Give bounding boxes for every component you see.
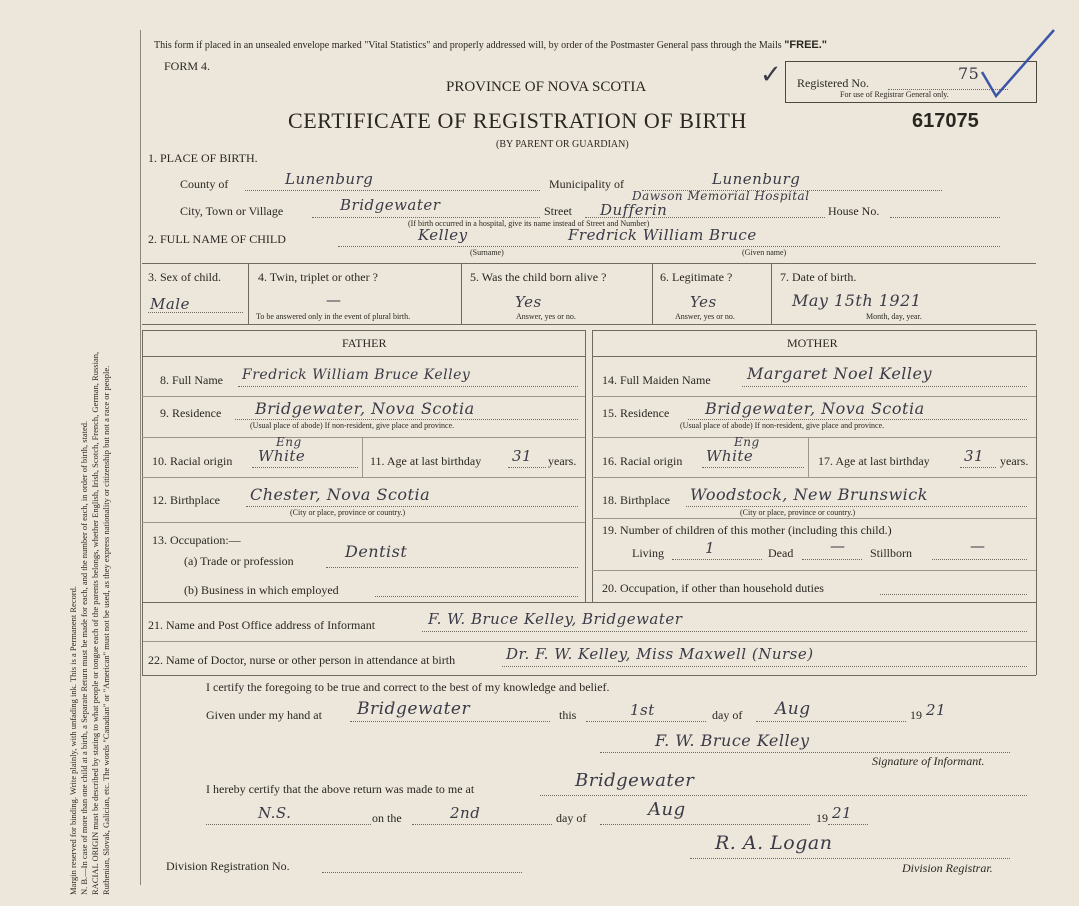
given-place-value: Bridgewater	[357, 699, 471, 719]
informant-value: F. W. Bruce Kelley, Bridgewater	[428, 610, 683, 628]
mother-age-line	[960, 467, 996, 468]
doctor-value: Dr. F. W. Kelley, Miss Maxwell (Nurse)	[506, 645, 814, 663]
father-box-left	[142, 330, 143, 602]
year-prefix: 19	[910, 708, 922, 722]
on-label: on the	[372, 811, 402, 825]
mother-rule-1	[592, 396, 1036, 397]
certificate-subtitle: (BY PARENT OR GUARDIAN)	[496, 139, 629, 150]
registrar-label: Division Registrar.	[902, 861, 993, 875]
informant-rule	[142, 641, 1036, 642]
municipality-value: Lunenburg	[712, 170, 801, 188]
on-month-line	[600, 824, 810, 825]
legit-label: 6. Legitimate ?	[660, 270, 733, 284]
father-race-label: 10. Racial origin	[152, 454, 233, 468]
province-value: N.S.	[258, 804, 292, 822]
mother-children-label: 19. Number of children of this mother (including this child.)	[602, 523, 892, 537]
father-trade-value: Dentist	[345, 542, 408, 561]
mother-box-top	[592, 330, 1036, 331]
father-business-label: (b) Business in which employed	[184, 583, 339, 597]
mother-bp-line	[686, 506, 1027, 507]
house-line	[890, 217, 1000, 218]
mother-rule-4	[592, 518, 1036, 519]
day-line	[586, 721, 706, 722]
grid-bottom-rule	[142, 324, 1036, 325]
father-name-label: 8. Full Name	[160, 373, 223, 387]
this-label: this	[559, 708, 577, 722]
mother-res-value: Bridgewater, Nova Scotia	[705, 399, 925, 418]
father-age-label: 11. Age at last birthday	[370, 454, 482, 468]
registered-note: For use of Registrar General only.	[840, 90, 949, 99]
grid-divider-2	[461, 263, 462, 324]
father-business-line	[375, 596, 578, 597]
mother-race-line	[702, 467, 804, 468]
father-age-value: 31	[512, 447, 533, 465]
large-checkmark-icon	[978, 26, 1058, 106]
given-note: (Given name)	[742, 248, 787, 257]
father-occ-label: 13. Occupation:—	[152, 533, 241, 547]
grid-divider-4	[771, 263, 772, 324]
informant-label: 21. Name and Post Office address of Informant	[148, 618, 376, 632]
father-res-line	[235, 419, 578, 420]
child-surname: Kelley	[418, 226, 468, 244]
division-reg-label: Division Registration No.	[166, 859, 290, 873]
stillborn-line	[932, 559, 1027, 560]
mother-occ-line	[880, 594, 1027, 595]
father-name-value: Fredrick William Bruce Kelley	[242, 367, 471, 383]
county-line	[245, 190, 540, 191]
margin-line-3: RACIAL ORIGIN must be described by stating to what people or tongue each of the parents belongs, whether English, Irish, Scotch, French, German, Russian,	[90, 351, 100, 895]
certificate-title: CERTIFICATE OF REGISTRATION OF BIRTH	[288, 108, 747, 133]
father-trade-line	[326, 567, 578, 568]
sex-line	[148, 312, 243, 313]
postal-notice-text: This form if placed in an unsealed envelope marked "Vital Statistics" and properly addressed will, by order of the Postmaster General pass through the Mails	[154, 40, 782, 51]
certificate-number: 617075	[912, 110, 979, 132]
father-race-line	[252, 467, 358, 468]
county-value: Lunenburg	[285, 170, 374, 188]
father-years: years.	[548, 454, 577, 468]
dead-label: Dead	[768, 546, 794, 560]
form-number: FORM 4.	[164, 59, 211, 73]
postal-notice-free: "FREE."	[784, 39, 828, 51]
mother-age-label: 17. Age at last birthday	[818, 454, 930, 468]
alive-value: Yes	[515, 293, 542, 311]
father-bp-note: (City or place, province or country.)	[290, 508, 406, 517]
city-value: Bridgewater	[340, 196, 441, 214]
father-rule-2	[142, 437, 585, 438]
grid-top-rule	[142, 263, 1036, 264]
twin-value: —	[326, 291, 342, 309]
mother-race-divider	[808, 437, 809, 477]
mother-box-right	[1036, 330, 1037, 602]
doctor-label: 22. Name of Doctor, nurse or other person in attendance at birth	[148, 653, 456, 667]
municipality-label: Municipality of	[549, 177, 624, 191]
mother-rule-3	[592, 477, 1036, 478]
place-heading: 1. PLACE OF BIRTH.	[148, 151, 258, 165]
month-line	[756, 721, 906, 722]
month-value: Aug	[775, 699, 811, 719]
father-box-right	[585, 330, 586, 602]
legit-note: Answer, yes or no.	[675, 312, 735, 321]
dob-note: Month, day, year.	[866, 312, 922, 321]
child-name-label: 2. FULL NAME OF CHILD	[148, 232, 286, 246]
street-label: Street	[544, 204, 572, 218]
mother-race-insert: Eng	[734, 435, 760, 449]
on-year-prefix: 19	[816, 811, 828, 825]
mother-age-value: 31	[964, 447, 985, 465]
on-dayof-label: day of	[556, 811, 587, 825]
sex-value: Male	[150, 295, 190, 313]
father-trade-label: (a) Trade or profession	[184, 554, 294, 568]
signature-line	[600, 752, 1010, 753]
stillborn-value: —	[970, 537, 986, 555]
on-month-value: Aug	[648, 799, 686, 820]
hospital-value: Dawson Memorial Hospital	[632, 189, 810, 203]
mother-race-label: 16. Racial origin	[602, 454, 683, 468]
child-name-line	[338, 246, 1000, 247]
checkmark-icon: ✓	[760, 60, 783, 90]
father-race-value: White	[258, 447, 306, 465]
year-value: 21	[926, 701, 947, 719]
mother-name-line	[742, 386, 1027, 387]
registered-label: Registered No.	[797, 76, 869, 90]
mother-box-left	[592, 330, 593, 602]
county-label: County of	[180, 177, 229, 191]
return-label: I hereby certify that the above return was made to me at	[206, 782, 475, 796]
legit-value: Yes	[690, 293, 717, 311]
father-bp-value: Chester, Nova Scotia	[250, 485, 431, 504]
father-race-insert: Eng	[276, 435, 302, 449]
mother-rule-5	[592, 570, 1036, 571]
registrar-line	[690, 858, 1010, 859]
return-place-line	[540, 795, 1027, 796]
dob-value: May 15th 1921	[792, 291, 922, 310]
mother-name-value: Margaret Noel Kelley	[747, 364, 933, 383]
province-line	[206, 824, 371, 825]
street-value: Dufferin	[600, 201, 668, 219]
mother-head-rule	[592, 356, 1036, 357]
mother-bp-value: Woodstock, New Brunswick	[690, 485, 928, 504]
house-label: House No.	[828, 204, 880, 218]
father-res-value: Bridgewater, Nova Scotia	[255, 399, 475, 418]
twin-note: To be answered only in the event of plural birth.	[256, 312, 411, 321]
on-year-value: 21	[832, 804, 853, 822]
living-label: Living	[632, 546, 664, 560]
mother-bp-label: 18. Birthplace	[602, 493, 670, 507]
margin-line-4: Ruthenian, Slovak, Galician, etc. The words "Canadian" or "American" must not be used, as they express nationality or citizenship but not a race or people.	[101, 365, 111, 895]
father-head-rule	[142, 356, 585, 357]
mother-res-line	[688, 419, 1027, 420]
grid-divider-3	[652, 263, 653, 324]
postal-notice	[154, 40, 827, 51]
mother-res-note: (Usual place of abode) If non-resident, give place and province.	[680, 421, 885, 430]
doctor-line	[502, 666, 1027, 667]
father-age-line	[508, 467, 546, 468]
dayof-label: day of	[712, 708, 743, 722]
father-heading: FATHER	[342, 336, 387, 350]
given-place-line	[350, 721, 550, 722]
father-res-note: (Usual place of abode) If non-resident, give place and province.	[250, 421, 455, 430]
father-name-line	[238, 386, 578, 387]
on-day-line	[412, 824, 552, 825]
parents-bottom-rule	[142, 602, 1036, 603]
mother-years: years.	[1000, 454, 1029, 468]
sex-label: 3. Sex of child.	[148, 270, 221, 284]
return-place-value: Bridgewater	[575, 770, 695, 791]
dead-line	[802, 559, 862, 560]
informant-signature: F. W. Bruce Kelley	[655, 731, 810, 750]
stillborn-label: Stillborn	[870, 546, 913, 560]
father-rule-3	[142, 477, 585, 478]
registrar-signature: R. A. Logan	[715, 832, 833, 854]
margin-line-1: Margin reserved for binding. Write plainly, with unfading ink. This is a Permanent Record.	[68, 585, 78, 895]
dob-label: 7. Date of birth.	[780, 270, 857, 284]
living-line	[672, 559, 762, 560]
margin-instructions	[68, 352, 112, 895]
margin-rule	[140, 30, 141, 885]
mother-bp-note: (City or place, province or country.)	[740, 508, 856, 517]
alive-note: Answer, yes or no.	[516, 312, 576, 321]
child-given-name: Fredrick William Bruce	[568, 226, 757, 244]
informant-line	[422, 631, 1027, 632]
province-heading: PROVINCE OF NOVA SCOTIA	[446, 79, 647, 95]
lower-box-left	[142, 602, 143, 675]
on-year-line	[828, 824, 868, 825]
division-reg-line	[322, 872, 522, 873]
father-rule-4	[142, 522, 585, 523]
father-res-label: 9. Residence	[160, 406, 222, 420]
mother-res-label: 15. Residence	[602, 406, 670, 420]
city-line	[312, 217, 540, 218]
father-bp-label: 12. Birthplace	[152, 493, 220, 507]
doctor-rule	[142, 675, 1036, 676]
mother-occ-label: 20. Occupation, if other than household duties	[602, 581, 824, 595]
mother-rule-2	[592, 437, 1036, 438]
father-box-top	[142, 330, 585, 331]
alive-label: 5. Was the child born alive ?	[470, 270, 607, 284]
margin-line-2: N. B.—In case of more than one child at a birth, a Separate Return must be made for each, and the number of each, in order of birth, stated.	[79, 420, 89, 895]
twin-label: 4. Twin, triplet or other ?	[258, 270, 378, 284]
surname-note: (Surname)	[470, 248, 504, 257]
father-bp-line	[246, 506, 578, 507]
given-label: Given under my hand at	[206, 708, 322, 722]
living-value: 1	[705, 539, 716, 557]
father-rule-1	[142, 396, 585, 397]
city-label: City, Town or Village	[180, 204, 284, 218]
mother-race-value: White	[706, 447, 754, 465]
hospital-note: (If birth occurred in a hospital, give its name instead of Street and Number)	[408, 219, 650, 228]
lower-box-right	[1036, 602, 1037, 675]
dead-value: —	[830, 537, 846, 555]
grid-divider-1	[248, 263, 249, 324]
mother-heading: MOTHER	[787, 336, 838, 350]
registered-value: 75	[958, 64, 980, 83]
signature-label: Signature of Informant.	[872, 754, 985, 768]
certify-statement: I certify the foregoing to be true and correct to the best of my knowledge and belief.	[206, 680, 610, 694]
on-day-value: 2nd	[450, 804, 481, 822]
mother-name-label: 14. Full Maiden Name	[602, 373, 711, 387]
day-value: 1st	[630, 701, 655, 719]
father-race-divider	[362, 437, 363, 477]
